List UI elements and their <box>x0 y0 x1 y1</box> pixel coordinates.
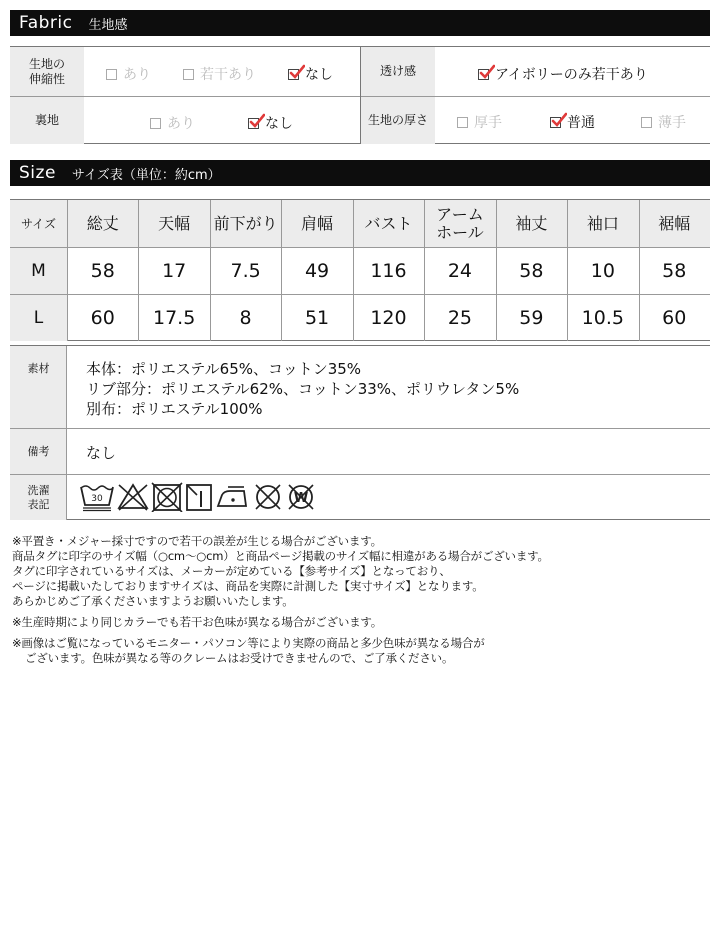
checkbox-icon <box>288 69 299 80</box>
size-cell: 17.5 <box>153 306 196 329</box>
sheer-label: 透け感 <box>361 47 435 96</box>
stretch-option-slight: 若干あり <box>183 64 256 84</box>
note-line: タグに印字されているサイズは、メーカーが定めている【参考サイズ】となっており、 <box>12 564 451 578</box>
checkmark-icon <box>479 64 495 80</box>
note-line: ※画像はご覧になっているモニター・パソコン等により実際の商品と多少色味が異なる場合が <box>12 636 485 650</box>
checkbox-icon <box>106 69 117 80</box>
size-cell: 17 <box>162 259 187 282</box>
checkmark-icon <box>289 64 305 80</box>
drip-dry-shade-icon <box>184 482 214 512</box>
size-column-header: 裾幅 <box>658 213 691 233</box>
size-row-label: L <box>33 307 44 328</box>
size-cell: 49 <box>304 259 330 282</box>
material-line-other: 別布：ポリエステル100% <box>86 400 263 418</box>
size-subtitle: サイズ表（単位：約cm） <box>71 167 221 183</box>
size-table <box>10 199 710 341</box>
fabric-subtitle: 生地感 <box>88 17 128 33</box>
size-column-header: 袖丈 <box>515 213 548 233</box>
checkbox-icon <box>457 117 468 128</box>
care-label: 洗濯 表記 <box>27 483 50 511</box>
size-cell: 8 <box>239 306 252 329</box>
size-corner-label: サイズ <box>20 217 57 231</box>
thickness-option-normal: 普通 <box>550 112 595 132</box>
note-line: ございます。色味が異なる等のクレームはお受けできませんので、ご了承ください。 <box>25 651 454 665</box>
fabric-table <box>10 46 710 144</box>
size-header <box>10 160 710 186</box>
size-column-header: 総丈 <box>86 213 119 233</box>
size-cell: 25 <box>447 306 473 329</box>
size-cell: 60 <box>662 306 687 329</box>
size-cell: 58 <box>90 259 115 282</box>
notes <box>12 534 549 666</box>
remarks-value: なし <box>86 444 117 462</box>
checkbox-icon <box>248 118 259 129</box>
material-text <box>86 359 519 419</box>
stretch-option-none: なし <box>288 64 333 84</box>
lining-option-none: なし <box>248 113 293 133</box>
wash-30-icon <box>78 482 116 512</box>
note-line: ※生産時期により同じカラーでも若干お色味が異なる場合がございます。 <box>12 615 383 629</box>
checkbox-icon <box>478 69 489 80</box>
fabric-header <box>10 10 710 36</box>
iron-low-icon <box>214 482 252 512</box>
size-cell: 60 <box>90 306 115 329</box>
no-dry-clean-icon <box>252 482 284 512</box>
size-row-label: M <box>31 260 46 281</box>
size-cell: 10 <box>590 259 615 282</box>
sheer-option: アイボリーのみ若干あり <box>478 64 648 84</box>
no-wet-clean-icon <box>284 482 318 512</box>
stretch-label: 生地の 伸縮性 <box>10 47 84 96</box>
material-line-body: 本体：ポリエステル65%、コットン35% <box>86 360 362 378</box>
material-label: 素材 <box>27 362 50 375</box>
size-cell: 51 <box>304 306 330 329</box>
stretch-option-yes: あり <box>106 64 151 84</box>
size-cell: 24 <box>447 259 473 282</box>
svg-text:30: 30 <box>91 494 103 504</box>
size-column-header: 肩幅 <box>301 213 334 233</box>
care-icons <box>78 482 318 512</box>
checkmark-icon <box>551 112 567 128</box>
size-column-header: 天幅 <box>158 213 191 233</box>
remarks-label: 備考 <box>27 444 50 458</box>
checkbox-icon <box>550 117 561 128</box>
size-column-header: バスト <box>364 213 413 233</box>
info-table <box>10 345 710 520</box>
checkmark-icon <box>249 113 265 129</box>
checkbox-icon <box>183 69 194 80</box>
svg-text:W: W <box>293 491 309 506</box>
lining-option-yes: あり <box>150 113 195 133</box>
size-cell: 120 <box>370 306 407 329</box>
size-title: Size <box>19 163 56 183</box>
size-cell: 59 <box>519 306 544 329</box>
no-bleach-icon <box>116 482 150 512</box>
fabric-title: Fabric <box>19 13 73 33</box>
size-cell: 58 <box>662 259 687 282</box>
thickness-label: 生地の厚さ <box>361 97 435 144</box>
size-column-header: 前下がり <box>213 213 278 233</box>
thickness-option-thick: 厚手 <box>457 112 502 132</box>
material-line-rib: リブ部分：ポリエステル62%、コットン33%、ポリウレタン5% <box>86 380 520 398</box>
checkbox-icon <box>150 118 161 129</box>
size-cell: 10.5 <box>581 306 624 329</box>
size-column-header: アーム ホール <box>436 204 484 242</box>
note-line: あらかじめご了承くださいますようお願いいたします。 <box>12 594 294 608</box>
no-tumble-dry-icon <box>150 482 184 512</box>
size-cell: 58 <box>519 259 544 282</box>
note-line: ページに掲載いたしておりますサイズは、商品を実際に計測した【実寸サイズ】となります。 <box>12 579 484 593</box>
size-column-header: 袖口 <box>586 213 619 233</box>
thickness-option-thin: 薄手 <box>641 112 686 132</box>
note-line: ※平置き・メジャー採寸ですので若干の誤差が生じる場合がございます。 <box>12 534 382 548</box>
note-line: 商品タグに印字のサイズ幅（○cm〜○cm）と商品ページ掲載のサイズ幅に相違がある場合がございます。 <box>12 549 549 563</box>
size-cell: 116 <box>370 259 407 282</box>
size-cell: 7.5 <box>230 259 261 282</box>
checkbox-icon <box>641 117 652 128</box>
lining-label: 裏地 <box>10 97 84 144</box>
